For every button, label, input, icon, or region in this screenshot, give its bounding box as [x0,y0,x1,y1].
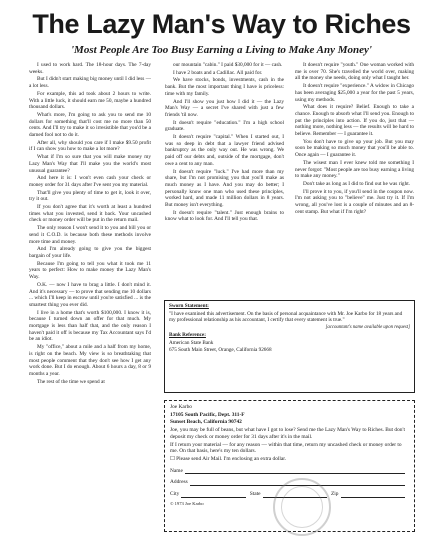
paragraph: My "office," about a mile and a half from my home, is right on the beach. My view is so breathtaking that most people comment that they don't see how I get any work done. But I do enough. About 6 hours a day, 8 or 9 months a year. [29,344,151,377]
name-field[interactable] [185,468,405,474]
bank-name: American State Bank [169,339,214,346]
coupon-address-line-1: 17105 South Pacific, Dept. 311-F [170,411,245,418]
coupon-address-line-2: Sunset Beach, California 90742 [170,419,242,426]
paragraph: The wisest man I ever knew told me something I never forgot: "Most people are too busy earning a living to make any money." [295,159,414,180]
paragraph: It doesn't require "luck." I've had more than my share, but I'm not promising you that you'll make as much money as I have. And you may do better; I personally know one man who used these principles, worked hard, and made 11 million dollars in 8 years. But money isn't everything. [165,168,284,209]
name-field-label: Name [170,467,183,474]
city-field-label: City [170,491,180,498]
paragraph: But I didn't start making big money until I did less — a lot less. [29,76,151,90]
body-column-2 [165,62,284,294]
air-mail-checkbox[interactable]: ☐ Please send Air Mail. I'm enclosing an extra dollar. [170,455,287,462]
coupon-paragraph: If I return your material — for any reason — within that time, return my uncashed check or money order to me. On that basis, here's my ten dollars. [170,441,402,455]
paragraph: It doesn't require "talent." Just enough brains to know what to look for. And I'll tell you that. [165,209,284,223]
address-field-label: Address [170,479,188,486]
paragraph: It doesn't require "youth." One woman worked with me is over 70. She's travelled the world over, making all the money she needs, doing only what I taught her. [295,62,414,82]
paragraph: We have stocks, bonds, investments, cash in the bank. But the most important thing I have is priceless: time with my family. [165,77,284,97]
copyright-notice: © 1973 Joe Karbo [170,500,204,506]
paragraph: And I'm already going to give you the biggest bargain of your life. [29,246,151,259]
paragraph: What if I'm so sure that you will make money my Lazy Man's Way that I'll make you the world's most unusual guarantee? [29,154,151,174]
paragraph: It doesn't require "capital." When I started out, I was so deep in debt that a lawyer friend advised bankruptcy as the only way out. He was wrong. We paid off our debts and, outside of the mortgage, don't owe a cent to any man. [165,134,284,167]
paragraph: What does it require? Belief. Enough to take a chance. Enough to absorb what I'll send you. Enough to put the principles into action. If you do, just that — nothing more, nothing less — the results will be hard to believe. Remember — I guarantee it. [295,104,414,138]
sworn-statement-box [164,300,415,393]
sworn-statement-title: Sworn Statement: [169,303,209,309]
paragraph: I used to work hard. The 18-hour days. The 7-day weeks. [29,62,151,75]
paragraph: You don't have to give up your job. But you may soon be making so much money that you'll be able to. Once again — I guarantee it. [295,138,414,159]
headline: The Lazy Man's Way to Riches [32,9,411,39]
paragraph: That'll give you plenty of time to get it, look it over, try it out. [29,189,151,203]
sworn-statement-text: "I have examined this advertisement. On the basis of personal acquaintance with Mr. Joe Karbo for 18 years and my professional relationship as his accountant, I certify that every statement is true." [169,310,403,323]
accountant-signature: [accountant's name available upon request] [325,324,410,330]
coupon-paragraph: Joe, you may be full of beans, but what have I got to lose? Send me the Lazy Man's Way to Riches. But don't deposit my check or money order for 31 days after it's in the mail. [170,427,405,440]
zip-field-label: Zip [331,491,339,498]
paragraph: I have 2 boats and a Cadillac. All paid for. [173,69,263,76]
bank-address: 675 South Main Street, Orange, California 92668 [169,347,272,353]
postmark-stamp-icon [273,478,331,536]
paragraph: The rest of the time we spend at [37,378,105,385]
paragraph: I live in a home that's worth $100,000. I know it is, because I turned down an offer for that much. My mortgage is less than half that, and the only reason I haven't paid it off is because my Tax Accountant says I'd be an idiot. [29,309,151,343]
paragraph: I'll prove it to you, if you'll send in the coupon now. I'm not asking you to "believe" me. Just try it. If I'm wrong, all you've lost is a couple of minutes and an 8-cent stamp. But what if I'm right? [295,188,414,215]
paragraph: Because I'm going to tell you what it took me 11 years to perfect: How to make money the Lazy Man's Way. [29,260,151,281]
subheadline: 'Most People Are Too Busy Earning a Living to Make Any Money' [71,44,372,56]
name-field-row [170,468,409,475]
paragraph: If you don't agree that it's worth at least a hundred times what you invested, send it back. Your uncashed check or money order will be put in the return mail. [29,204,151,224]
body-column-3 [295,62,414,294]
advertisement-page [23,8,420,536]
coupon-recipient-name: Joe Karbo [170,404,193,410]
paragraph: our mountain "cabin." I paid $30,000 for it — cash. [173,62,283,68]
paragraph: Don't take as long as I did to find out he was right. [303,180,411,187]
paragraph: And I'll show you just how I did it — the Lazy Man's Way — a secret I've shared with just a few friends 'til now. [165,98,284,118]
paragraph: For example, this ad took about 2 hours to write. With a little luck, it should earn me 50, maybe a hundred thousand dollars. [29,90,151,111]
paragraph: It doesn't require "experience." A widow in Chicago has been averaging $25,000 a year for the past 5 years, using my methods. [295,83,414,103]
state-field-label: State [249,491,261,498]
paragraph: And here it is: I won't even cash your check or money order for 31 days after I've sent you my material. [29,175,151,188]
zip-field[interactable] [341,492,405,498]
paragraph: What's more, I'm going to ask you to send me 10 dollars for something that'll cost me no more than 50 cents. And I'll try to make it so irresistible that you'd be a darned fool not to do it. [29,111,151,139]
paragraph: The only reason I won't send it to you and bill you or send it C.O.D. is because both these methods involve more time and money. [29,225,151,245]
paragraph: O.K. — now I have to brag a little. I don't mind it. And it's necessary — to prove that sending me 10 dollars ... which I'll keep in escrow until you're satisfied ... is the smartest thing you ever did. [29,281,151,308]
bank-reference-title: Bank Reference: [169,332,206,338]
city-field[interactable] [181,492,245,498]
paragraph: After all, why should you care if I make $9.50 profit if I can show you how to make a lot more? [29,139,151,153]
paragraph: It doesn't require "education." I'm a high school graduate. [165,119,284,133]
body-column-1 [29,62,151,530]
